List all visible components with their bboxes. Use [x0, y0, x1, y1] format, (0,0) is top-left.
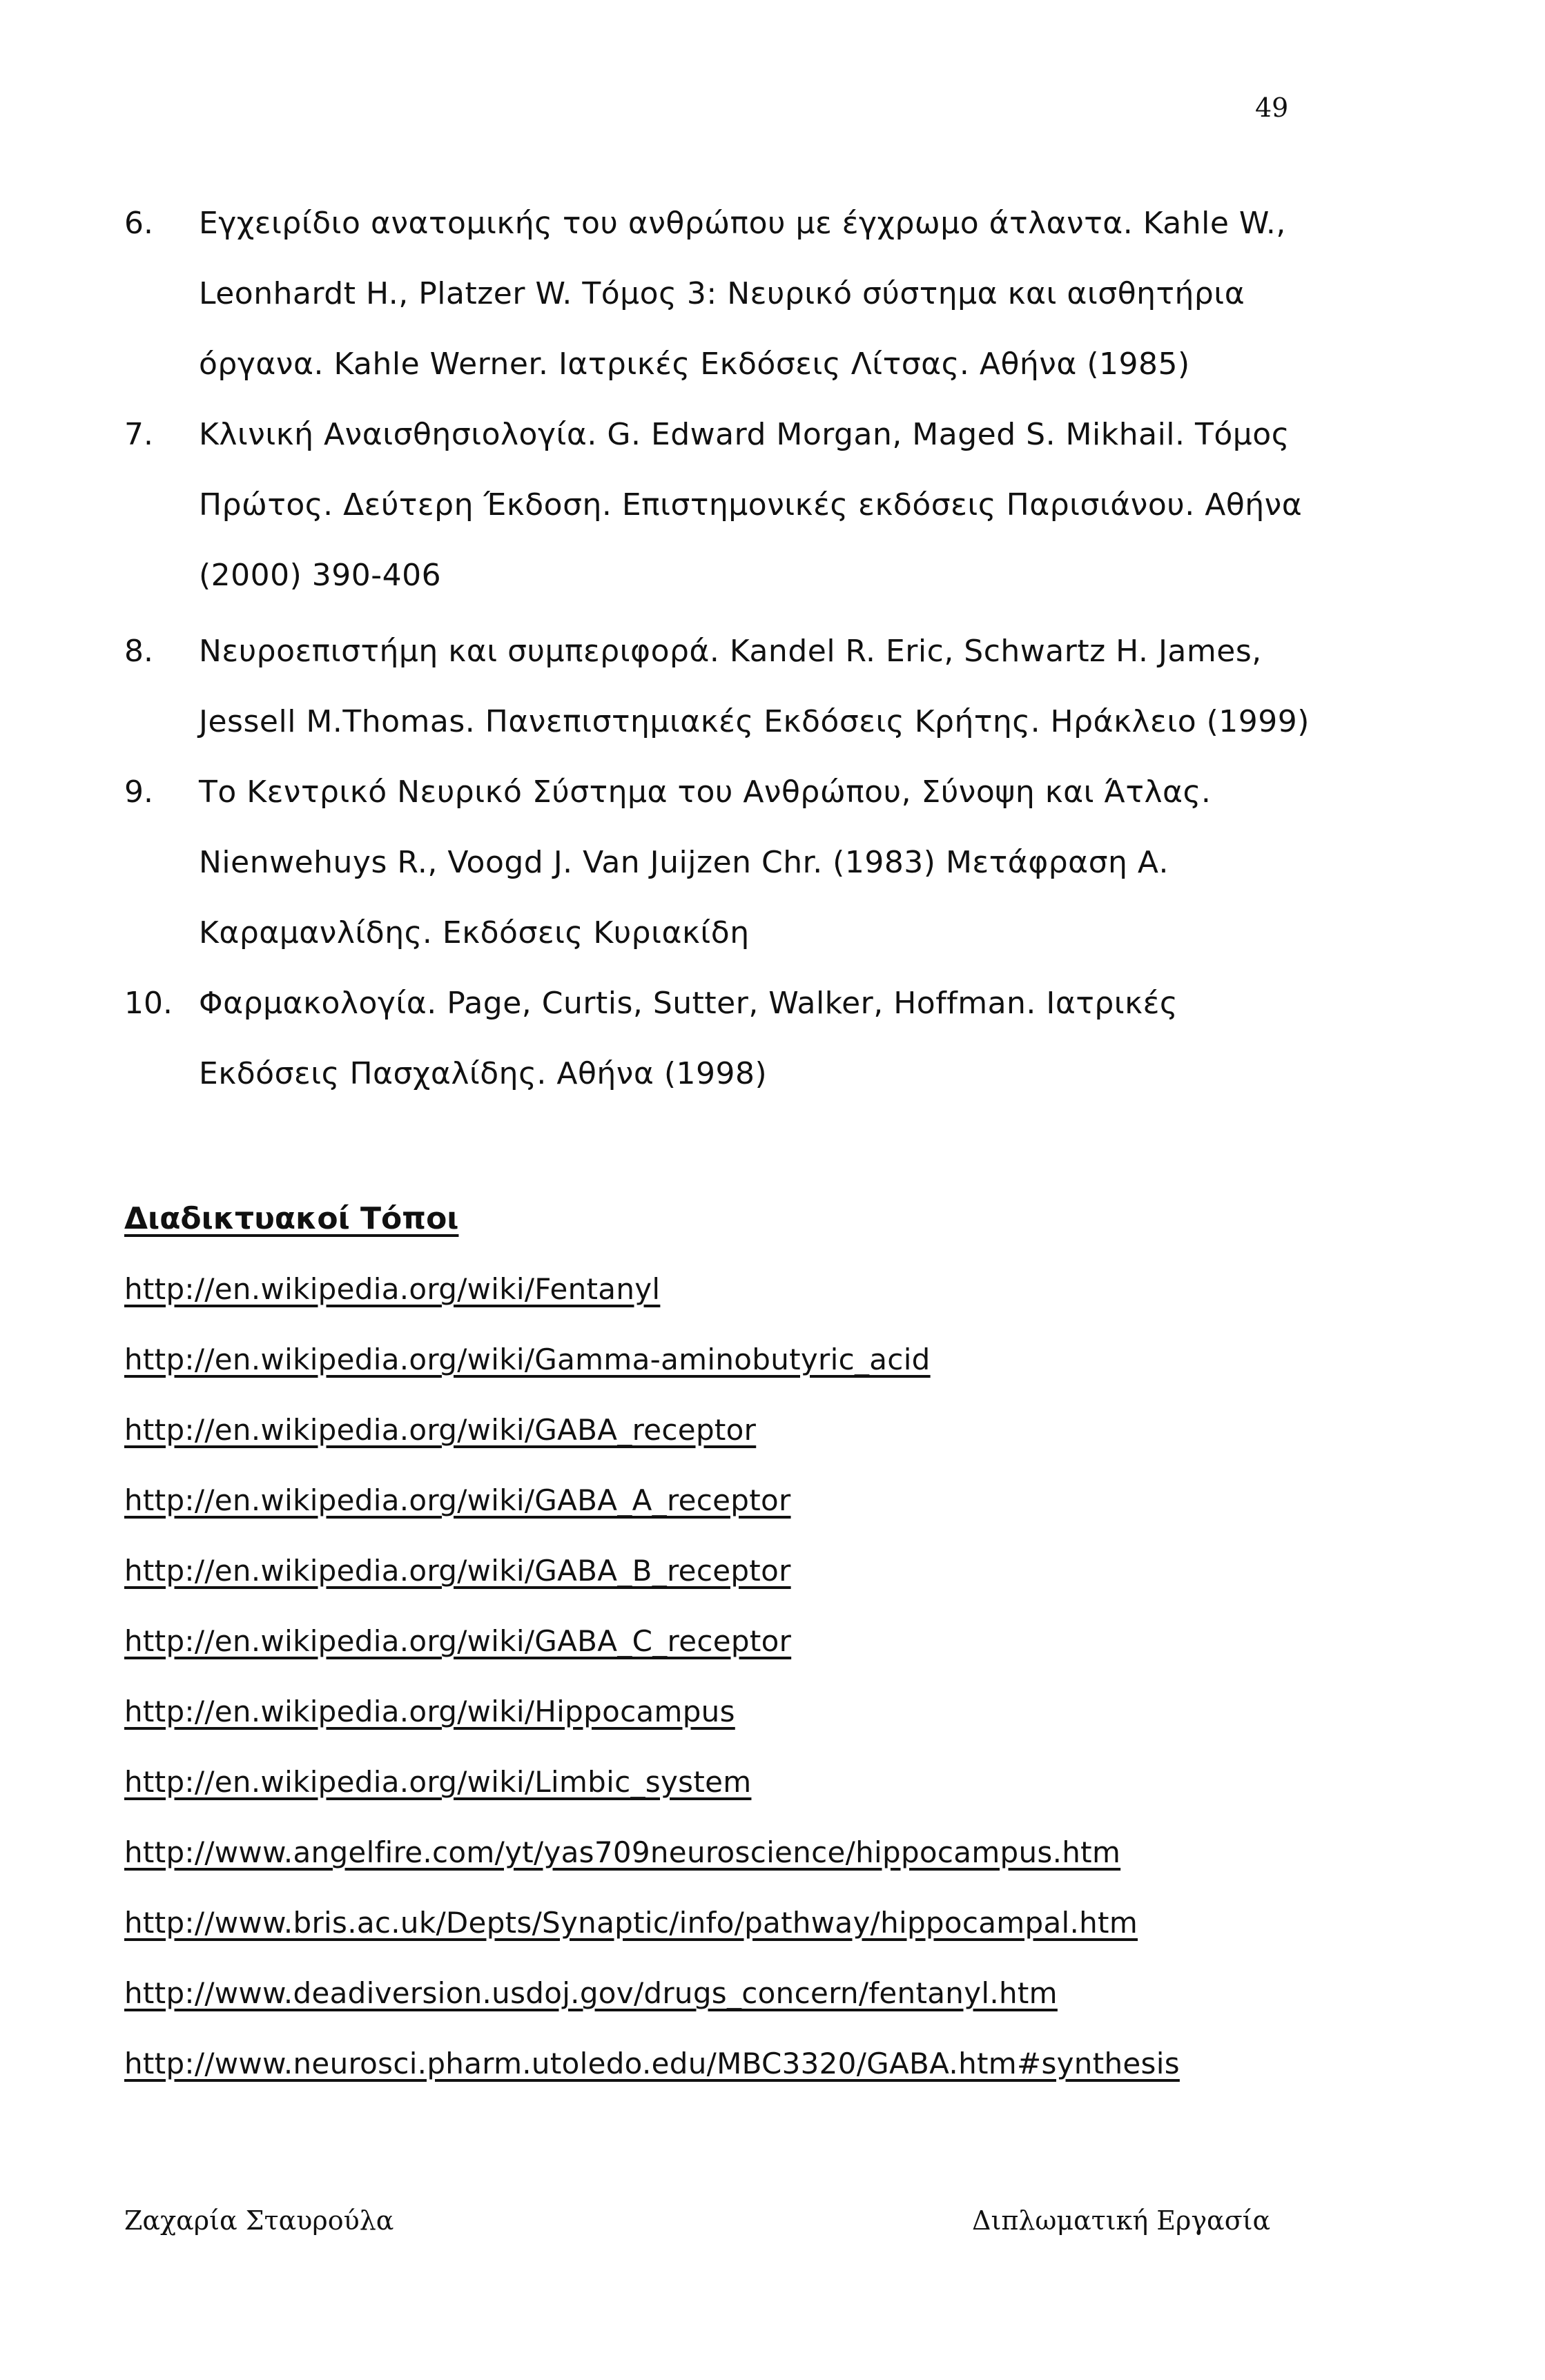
- reference-line: Το Κεντρικό Νευρικό Σύστημα του Ανθρώπου, Σύνοψη και Άτλας.: [199, 774, 1212, 810]
- footer-author: Ζαχαρία Σταυρούλα: [124, 2205, 394, 2236]
- footer-title: Διπλωματική Εργασία: [972, 2205, 1271, 2236]
- reference-line: Φαρμακολογία. Page, Curtis, Sutter, Walker, Hoffman. Ιατρικές: [199, 986, 1178, 1021]
- reference-line: Leonhardt H., Platzer W. Τόμος 3: Νευρικό σύστημα και αισθητήρια: [199, 276, 1245, 311]
- web-link[interactable]: http://www.bris.ac.uk/Depts/Synaptic/info/pathway/hippocampal.htm: [124, 1906, 1138, 1940]
- reference-number: 8.: [124, 634, 153, 669]
- reference-line: όργανα. Kahle Werner. Ιατρικές Εκδόσεις Λίτσας. Αθήνα (1985): [199, 347, 1190, 382]
- reference-line: Εκδόσεις Πασχαλίδης. Αθήνα (1998): [199, 1056, 768, 1091]
- web-link[interactable]: http://en.wikipedia.org/wiki/GABA_C_receptor: [124, 1624, 792, 1658]
- reference-number: 6.: [124, 206, 153, 241]
- reference-number: 10.: [124, 986, 173, 1021]
- web-link[interactable]: http://www.neurosci.pharm.utoledo.edu/MBC3320/GABA.htm#synthesis: [124, 2047, 1180, 2080]
- reference-line: Jessell M.Thomas. Πανεπιστημιακές Εκδόσεις Κρήτης. Ηράκλειο (1999): [199, 704, 1310, 739]
- reference-line: Πρώτος. Δεύτερη Έκδοση. Επιστημονικές εκδόσεις Παρισιάνου. Αθήνα: [199, 487, 1303, 523]
- web-link[interactable]: http://en.wikipedia.org/wiki/Fentanyl: [124, 1272, 661, 1306]
- web-link[interactable]: http://en.wikipedia.org/wiki/Gamma-aminobutyric_acid: [124, 1343, 931, 1376]
- reference-line: Εγχειρίδιο ανατομικής του ανθρώπου με έγχρωμο άτλαντα. Kahle W.,: [199, 206, 1286, 241]
- reference-line: Νευροεπιστήμη και συμπεριφορά. Kandel R. Eric, Schwartz H. James,: [199, 634, 1262, 669]
- web-sources-heading: Διαδικτυακοί Τόποι: [124, 1201, 459, 1236]
- web-link[interactable]: http://www.angelfire.com/yt/yas709neuroscience/hippocampus.htm: [124, 1835, 1121, 1869]
- reference-line: Κλινική Αναισθησιολογία. G. Edward Morgan, Maged S. Mikhail. Τόμος: [199, 417, 1290, 452]
- reference-line: (2000) 390-406: [199, 558, 442, 593]
- web-link[interactable]: http://en.wikipedia.org/wiki/Limbic_system: [124, 1765, 752, 1799]
- page-number: 49: [1255, 92, 1289, 123]
- reference-number: 7.: [124, 417, 153, 452]
- web-link[interactable]: http://en.wikipedia.org/wiki/Hippocampus: [124, 1695, 735, 1728]
- web-link[interactable]: http://en.wikipedia.org/wiki/GABA_B_receptor: [124, 1554, 791, 1588]
- reference-line: Καραμανλίδης. Εκδόσεις Κυριακίδη: [199, 915, 750, 950]
- web-link[interactable]: http://www.deadiversion.usdoj.gov/drugs_concern/fentanyl.htm: [124, 1976, 1058, 2010]
- web-link[interactable]: http://en.wikipedia.org/wiki/GABA_receptor: [124, 1413, 757, 1447]
- reference-number: 9.: [124, 774, 153, 810]
- web-link[interactable]: http://en.wikipedia.org/wiki/GABA_A_receptor: [124, 1483, 791, 1517]
- reference-line: Nienwehuys R., Voogd J. Van Juijzen Chr. (1983) Μετάφραση Α.: [199, 845, 1169, 880]
